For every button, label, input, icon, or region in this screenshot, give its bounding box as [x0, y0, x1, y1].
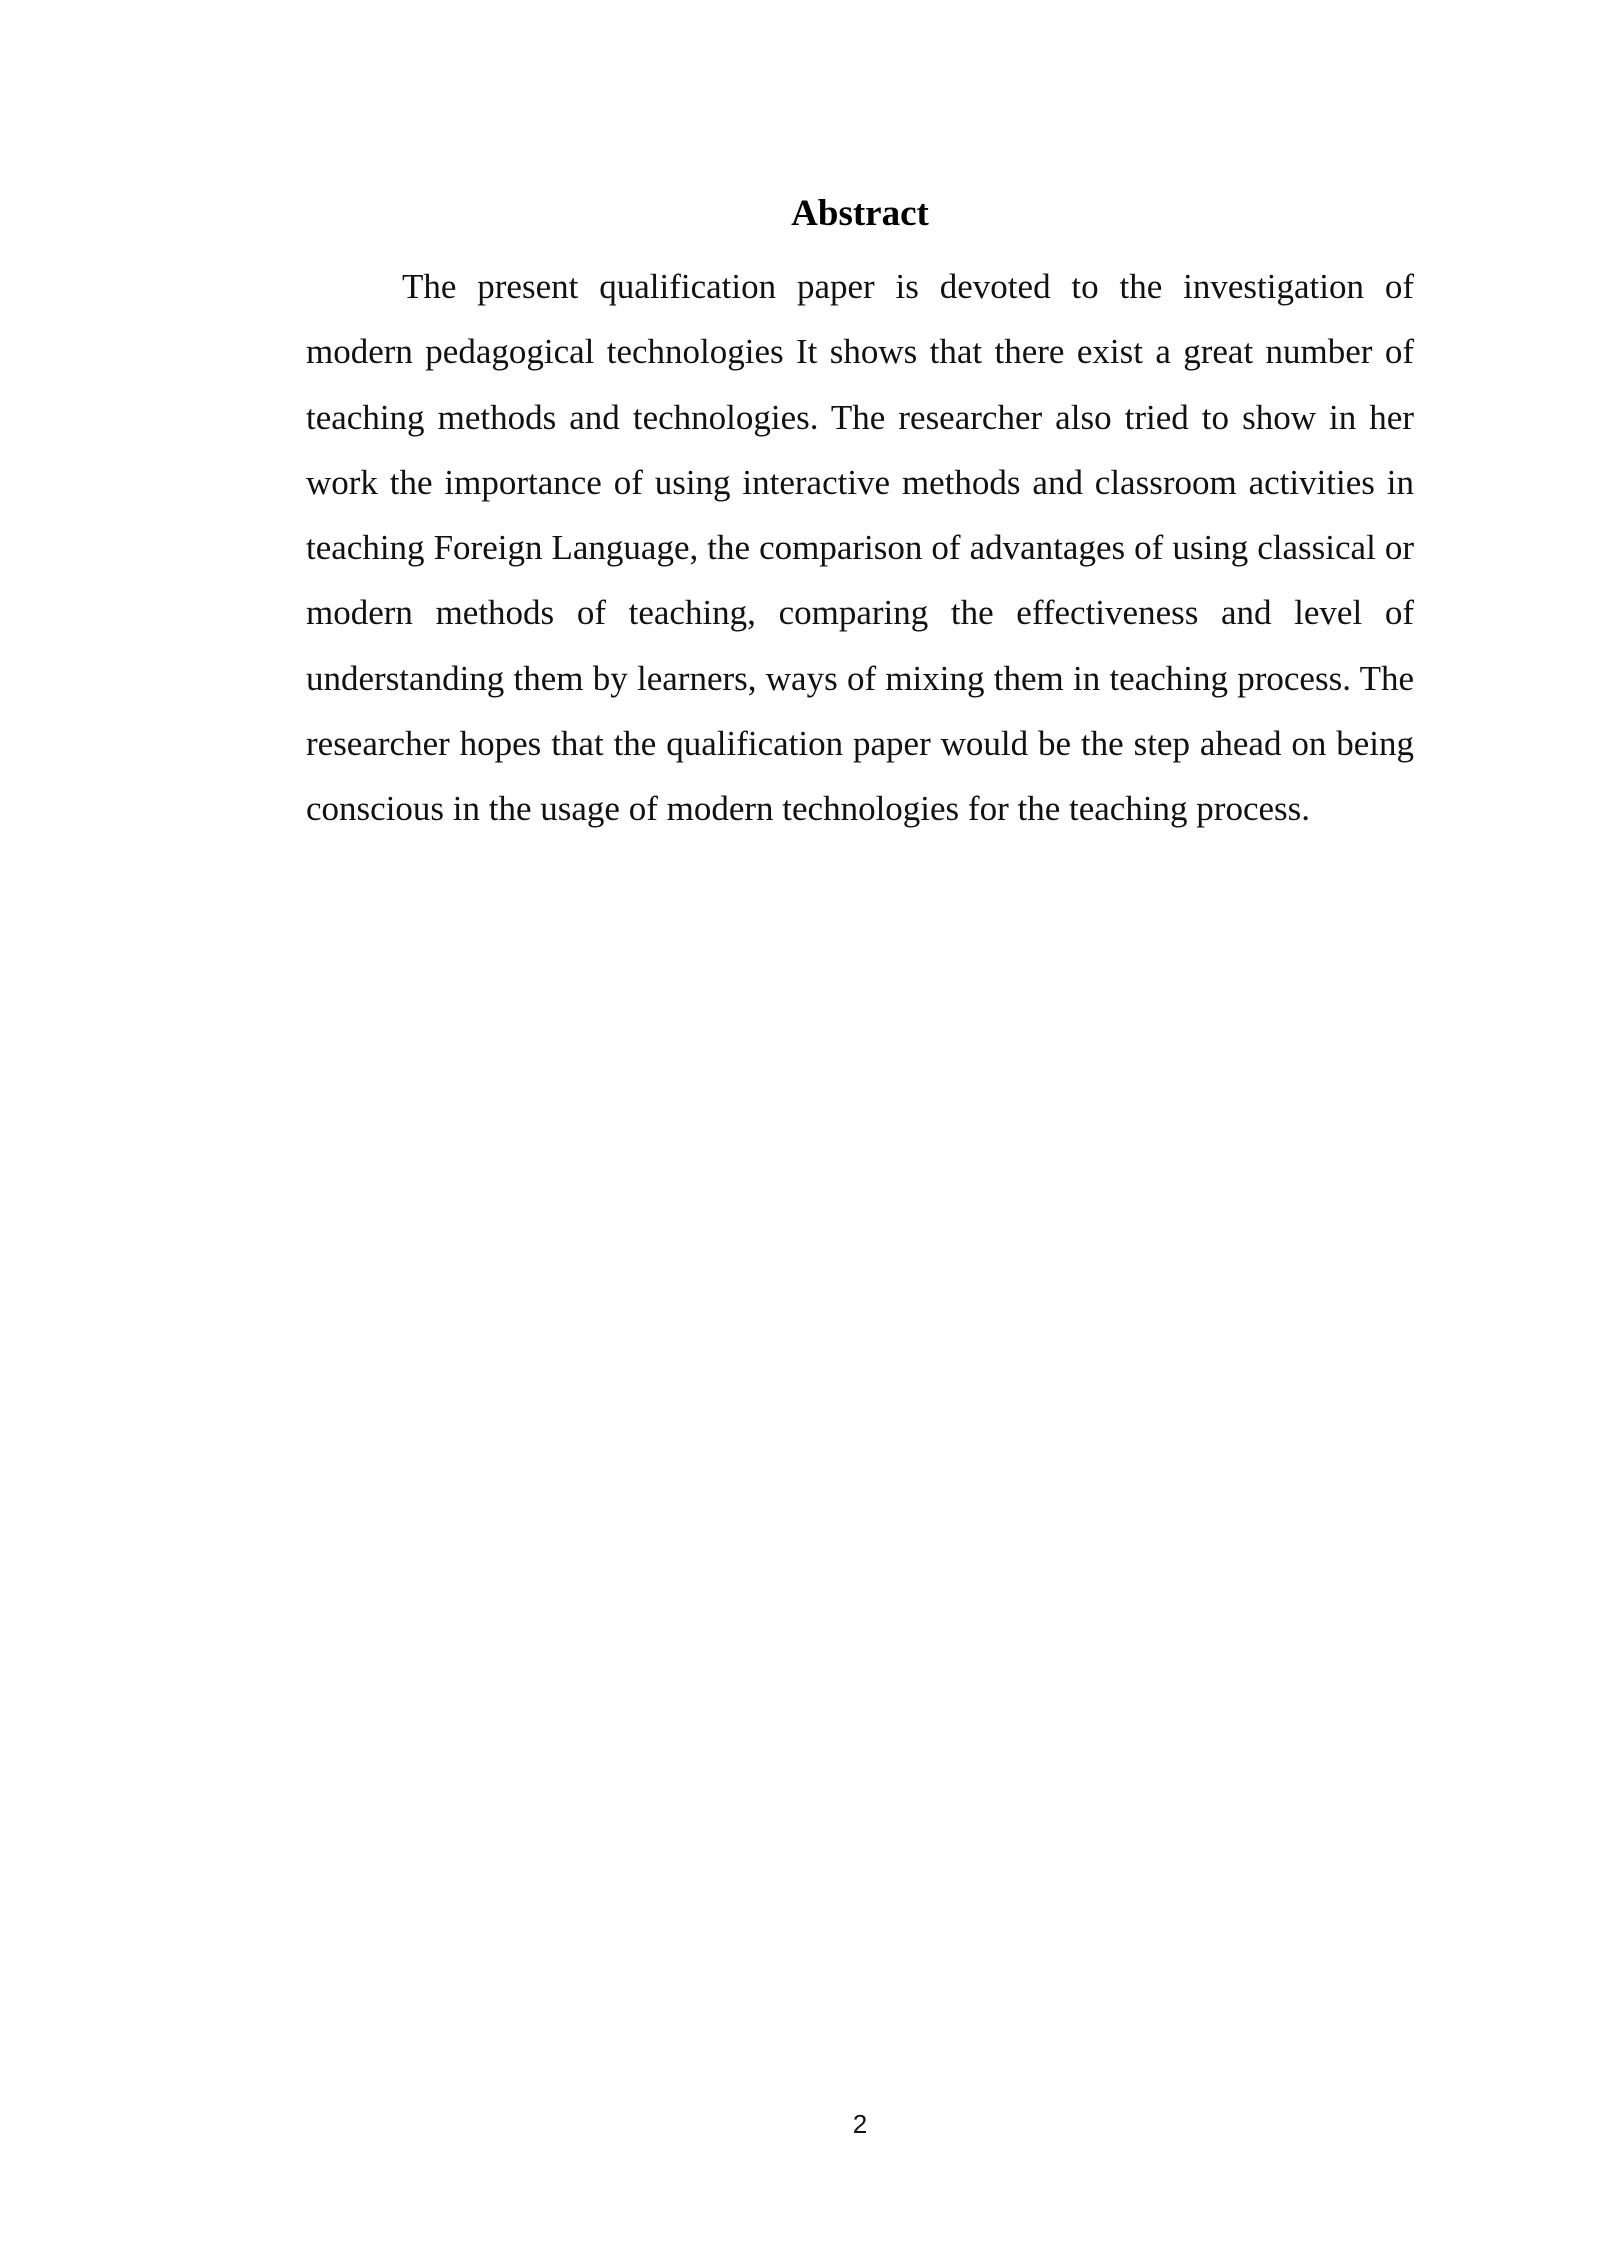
abstract-heading: Abstract [791, 193, 929, 234]
page-number: 2 [852, 2109, 868, 2139]
abstract-paragraph: The present qualification paper is devoted to the investigation of modern pedagogical technologies It shows that there exist a great number of teaching methods and technologies. The researcher also tried to show in her work the importance of using interactive methods and classroom activities in teaching Foreign Language, the comparison of advantages of using classical or modern methods of teaching, comparing the effectiveness and level of understanding them by learners, ways of mixing them in teaching process. The researcher hopes that the qualification paper would be the step ahead on being conscious in the usage of modern technologies for the teaching process. [306, 267, 1414, 829]
